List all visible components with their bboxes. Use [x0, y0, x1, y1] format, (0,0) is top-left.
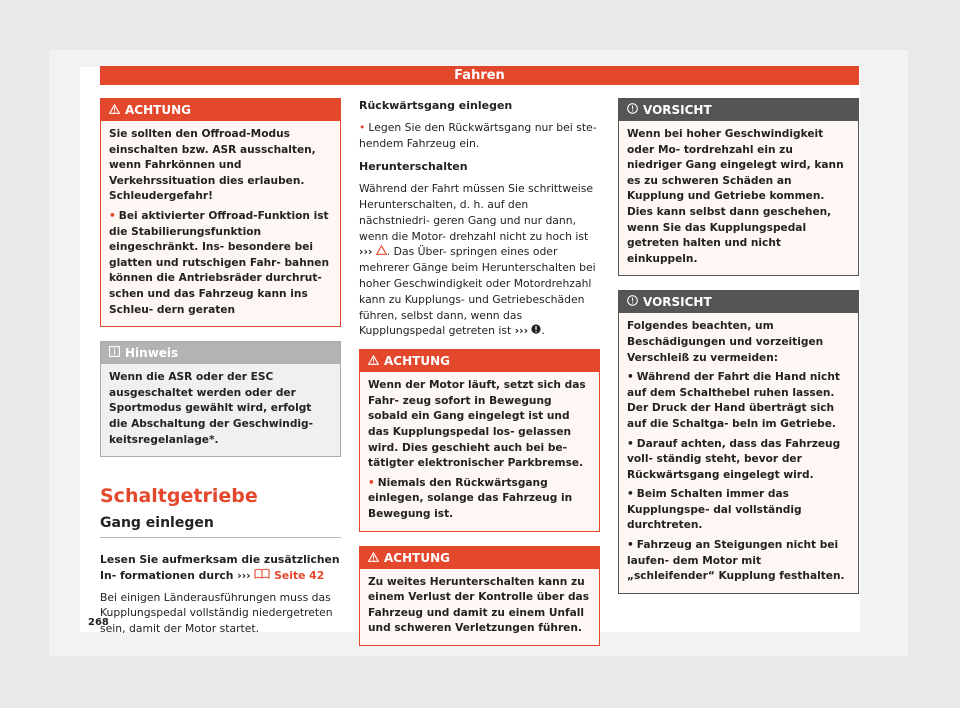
warning-bullet: Bei aktivierter Offroad-Funktion ist die Stabilierungsfunktion eingeschränkt. Ins- besondere bei glatten und rutschigen Fahr- bahnen können die Antriebsräder durchrut- schen und das Fahrzeug kann ins Schleu- dern geraten [109, 209, 330, 316]
caution-text: Wenn bei hoher Geschwindigkeit oder Mo- tordrehzahl ein zu niedriger Gang eingelegt wird, kann es zu schweren Schäden an Kupplung und Getriebe kommen. Dies kann selbst dann geschehen, wenn Sie das Kupplungspedal getreten halten und nicht einkuppeln. [627, 128, 844, 265]
caution-circle-icon [531, 324, 541, 337]
warning-header [360, 547, 599, 569]
warning-triangle-icon [109, 99, 121, 121]
warning-title: ACHTUNG [384, 354, 450, 369]
heading-reverse: Rückwärtsgang einlegen [359, 99, 513, 112]
caution-box: VORSICHT Folgendes beachten, um Beschädigungen und vorzeitigen Verschleiß zu vermeiden: • Während der Fahrt die Hand nicht auf dem Schalthebel ruhen lassen. Der Druck der Hand überträgt sich auf die Schaltga- beln im Getriebe. • Darauf achten, dass das Fahrzeug voll- ständig steht, bevor der Rückwärtsgang eingelegt wird. • Beim Schalten immer das Kupplungspe- dal vollständig durchtreten. • Fahrzeug an Steigungen nicht bei laufen- dem Motor mit „schleifender“ Kupplung festhalten. [618, 290, 859, 594]
page-number: 268 [88, 617, 109, 628]
warning-title: ACHTUNG [384, 550, 450, 565]
heading-downshift: Herunterschalten [359, 160, 468, 174]
warning-box: ACHTUNG Sie sollten den Offroad-Modus einschalten bzw. ASR ausschalten, wenn Fahrkönnen und Verkehrssituation dies erlauben. Schleudergefahr! • Bei aktivierter Offroad-Funktion ist die Stabilierungsfunktion eingeschränkt. Ins- besondere bei glatten und rutschigen Fahr- bahnen können die Antriebsräder durchrut- schen und das Fahrzeug kann ins Schleu- dern geraten [100, 98, 341, 327]
caution-bullet: Während der Fahrt die Hand nicht auf dem Schalthebel ruhen lassen. Der Druck der Hand überträgt sich auf die Schaltga- beln im Getriebe. [627, 371, 840, 430]
warning-header [360, 350, 599, 372]
lead-text: Lesen Sie aufmerksam die zusätzlichen In- formationen durch [100, 553, 340, 582]
warning-triangle-icon [376, 245, 387, 258]
caution-header [619, 291, 858, 313]
subsection-title: Gang einlegen [100, 515, 341, 538]
reverse-bullet: Legen Sie den Rückwärtsgang nur bei ste- hendem Fahrzeug ein. [359, 120, 597, 150]
ref-arrows: ››› [359, 245, 373, 259]
caution-title: VORSICHT [643, 103, 712, 117]
caution-title: VORSICHT [643, 295, 712, 310]
note-box [100, 341, 341, 457]
warning-text: Zu weites Herunterschalten kann zu einem Verlust der Kontrolle über das Fahrzeug und damit zu einem Unfall und schweren Verletzungen führen. [368, 575, 590, 635]
column-3 [618, 98, 859, 594]
warning-triangle-icon [368, 547, 380, 569]
info-icon [109, 342, 121, 364]
downshift-text-b: . Das Über- springen eines oder mehrerer Gänge beim Herunterschalten bei hoher Geschwindigkeit oder Motordrehzahl kann zu Kupplungs- und Getriebeschäden führen, selbst dann, wenn das Kupplungspedal getreten ist [359, 245, 596, 338]
paragraph-clutch: Bei einigen Länderausführungen muss das Kupplungspedal vollständig niedergetreten sein, damit der Motor startet. [100, 590, 333, 636]
warning-header [101, 99, 340, 121]
caution-header [619, 99, 858, 121]
caution-circle-icon [627, 99, 639, 121]
caution-box [618, 98, 859, 276]
page-header: Fahren [100, 66, 859, 85]
caution-bullet: Beim Schalten immer das Kupplungspe- dal vollständig durchtreten. [627, 488, 802, 532]
page-reference-link[interactable]: Seite 42 [274, 568, 325, 582]
ref-arrows: ››› [237, 568, 251, 582]
column-2: Rückwärtsgang einlegen • Legen Sie den Rückwärtsgang nur bei ste- hendem Fahrzeug ein. Herunterschalten Während der Fahrt müssen Sie schrittweise Herunterschalten, d. h. auf den nächstniedri- geren Gang und nur dann, wenn die Motor- drehzahl nicht zu hoch ist ››› . Das Über- springen eines oder mehrerer Gänge beim Herunterschalten bei hoher Geschwindigkeit oder Motordrehzahl kann zu Kupplungs- und Getriebeschäden führen, selbst dann, wenn das Kupplungspedal getreten ist ››› . ACHTUNG Wenn der Motor läuft, setzt sich das Fahr- zeug sofort in Bewegung sobald ein Gang eingelegt ist und das Kupplungspedal los- gelassen wird. Dies geschieht auch bei be- tätigter elektronischer Parkbremse. • Niemals den Rückwärtsgang einlegen, solange das Fahrzeug in Bewegung ist. ACHTUNG Zu weites Herunterschalten kann zu einem Verlust der Kontrolle über das Fahrzeug und damit zu einem Unfall und schweren Verletzungen führen. [359, 98, 600, 646]
downshift-text-a: Während der Fahrt müssen Sie schrittweise Herunterschalten, d. h. auf den nächstniedri- geren Gang und nur dann, wenn die Motor- drehzahl nicht zu hoch ist [359, 182, 594, 243]
section-title: Schaltgetriebe [100, 485, 258, 508]
note-title: Hinweis [125, 346, 179, 361]
note-text: Wenn die ASR oder der ESC ausgeschaltet werden oder der Sportmodus gewählt wird, erfolgt die Abschaltung der Geschwindig- keitsregelanlage*. [109, 371, 314, 446]
warning-title: ACHTUNG [125, 103, 191, 117]
warning-bullet: Niemals den Rückwärtsgang einlegen, solange das Fahrzeug in Bewegung ist. [368, 476, 573, 520]
caution-intro: Folgendes beachten, um Beschädigungen und vorzeitigen Verschleiß zu vermeiden: [627, 320, 824, 364]
warning-text: Wenn der Motor läuft, setzt sich das Fahr- zeug sofort in Bewegung sobald ein Gang eingelegt ist und das Kupplungspedal los- gelassen wird. Dies geschieht auch bei be- tätigter elektronischer Parkbremse. [368, 379, 586, 470]
column-1 [100, 98, 341, 643]
caution-circle-icon [627, 291, 639, 313]
note-header [101, 342, 340, 364]
warning-intro: Sie sollten den Offroad-Modus einschalten bzw. ASR ausschalten, wenn Fahrkönnen und Verkehrssituation dies erlauben. Schleudergefahr! [109, 128, 316, 203]
book-icon [254, 569, 270, 582]
caution-bullet: Darauf achten, dass das Fahrzeug voll- ständig steht, bevor der Rückwärtsgang eingelegt wird. [627, 437, 841, 481]
ref-arrows: ››› [514, 324, 529, 338]
warning-box [359, 546, 600, 646]
warning-box: ACHTUNG Wenn der Motor läuft, setzt sich das Fahr- zeug sofort in Bewegung sobald ein Gang eingelegt ist und das Kupplungspedal los- gelassen wird. Dies geschieht auch bei be- tätigter elektronischer Parkbremse. • Niemals den Rückwärtsgang einlegen, solange das Fahrzeug in Bewegung ist. [359, 349, 600, 531]
caution-bullet: Fahrzeug an Steigungen nicht bei laufen- dem Motor mit „schleifender“ Kupplung festhalten. [627, 539, 845, 583]
warning-triangle-icon [368, 350, 380, 372]
